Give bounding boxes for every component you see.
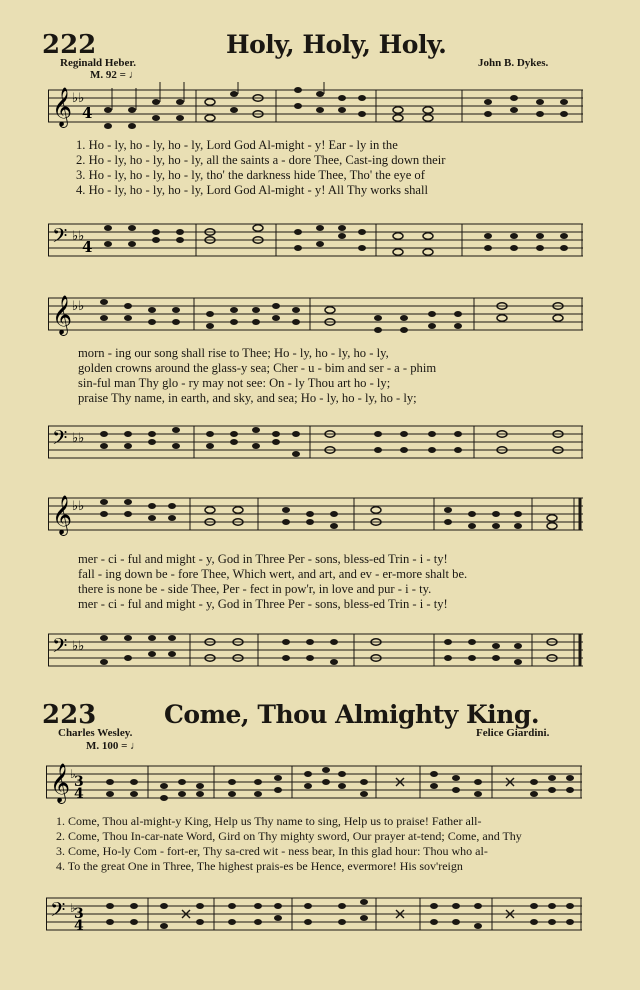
- svg-text:𝄢: 𝄢: [52, 634, 68, 662]
- svg-text:3: 3: [74, 774, 84, 790]
- bass-staff: [46, 884, 582, 944]
- svg-text:4: 4: [74, 786, 84, 802]
- verse-line: there is none be - side Thee, Per - fect in pow'r, in love and pur - i - ty.: [78, 582, 432, 596]
- verse-line: 3. Come, Ho-ly Com - fort-er, Thy sa-cred wit - ness bear, In this glad hour: Thou who al-: [56, 844, 488, 858]
- svg-text:4: 4: [74, 918, 84, 934]
- svg-text:3: 3: [74, 906, 84, 922]
- composer-credit: John B. Dykes.: [478, 57, 549, 69]
- verse-line: mer - ci - ful and might - y, God in Three Per - sons, bless-ed Trin - i - ty!: [78, 552, 448, 566]
- svg-text:4: 4: [82, 104, 93, 122]
- treble-staff: [48, 82, 583, 134]
- verse-line: sin-ful man Thy glo - ry may not see: On - ly Thou art ho - ly;: [78, 376, 391, 390]
- verse-line: 3. Ho - ly, ho - ly, ho - ly, tho' the darkness hide Thee, Tho' the eye of: [76, 168, 425, 182]
- svg-text:♭♭: ♭♭: [72, 639, 85, 654]
- bass-staff: [48, 210, 583, 270]
- verse-line: golden crowns around the glass-y sea; Cher - u - bim and ser - a - phim: [78, 361, 437, 375]
- bass-staff: [48, 616, 583, 676]
- svg-text:♭♭: ♭♭: [72, 499, 85, 514]
- svg-text:♭♭: ♭♭: [72, 299, 85, 314]
- svg-text:𝄢: 𝄢: [52, 224, 68, 252]
- verse-line: 1. Come, Thou al-might-y King, Help us Thy name to sing, Help us to praise! Father all-: [56, 814, 482, 828]
- verse-line: 2. Ho - ly, ho - ly, ho - ly, all the saints a - dore Thee, Cast-ing down their: [76, 153, 446, 167]
- svg-text:𝄞: 𝄞: [52, 295, 73, 335]
- lyricist-credit: Charles Wesley.: [58, 727, 133, 739]
- hymn-title: Holy, Holy, Holy.: [226, 30, 447, 59]
- verse-line: 2. Come, Thou In-car-nate Word, Gird on Thy mighty sword, Our prayer at-tend; Come, and Thy: [56, 829, 522, 843]
- svg-text:𝄞: 𝄞: [50, 763, 71, 803]
- lyricist-credit: Reginald Heber.: [60, 57, 136, 69]
- svg-text:4: 4: [82, 238, 93, 256]
- hymn-number: 223: [42, 700, 97, 730]
- hymn-number: 222: [42, 30, 97, 60]
- treble-staff: [48, 290, 583, 342]
- tempo-marking: M. 100 = ♩: [86, 740, 142, 752]
- verse-line: fall - ing down be - fore Thee, Which wert, and art, and ev - er-more shalt be.: [78, 567, 468, 581]
- svg-text:♭: ♭: [70, 901, 76, 915]
- svg-text:𝄞: 𝄞: [52, 495, 73, 535]
- tempo-marking: M. 92 = ♩: [90, 69, 140, 81]
- bass-staff: [48, 412, 583, 472]
- hymn-title: Come, Thou Almighty King.: [164, 700, 540, 729]
- verse-line: 1. Ho - ly, ho - ly, ho - ly, Lord God Al-might - y! Ear - ly in the: [76, 138, 398, 152]
- svg-text:♭♭: ♭♭: [72, 91, 85, 106]
- treble-staff: [46, 756, 582, 810]
- svg-text:♭♭: ♭♭: [72, 431, 85, 446]
- svg-text:𝄞: 𝄞: [52, 87, 73, 127]
- verse-line: morn - ing our song shall rise to Thee; Ho - ly, ho - ly, ho - ly,: [78, 346, 389, 360]
- verse-line: 4. Ho - ly, ho - ly, ho - ly, Lord God Al-might - y! All Thy works shall: [76, 183, 429, 197]
- svg-text:♭♭: ♭♭: [72, 229, 85, 244]
- composer-credit: Felice Giardini.: [476, 727, 550, 739]
- verse-line: praise Thy name, in earth, and sky, and sea; Ho - ly, ho - ly, ho - ly;: [78, 391, 417, 405]
- verse-line: mer - ci - ful and might - y, God in Three Per - sons, bless-ed Trin - i - ty!: [78, 597, 448, 611]
- treble-staff: [48, 490, 583, 542]
- verse-line: 4. To the great One in Three, The highest prais-es be Hence, evermore! His sov'reign: [56, 859, 463, 873]
- svg-text:𝄢: 𝄢: [50, 898, 66, 926]
- svg-text:𝄢: 𝄢: [52, 426, 68, 454]
- svg-text:♭: ♭: [70, 767, 76, 781]
